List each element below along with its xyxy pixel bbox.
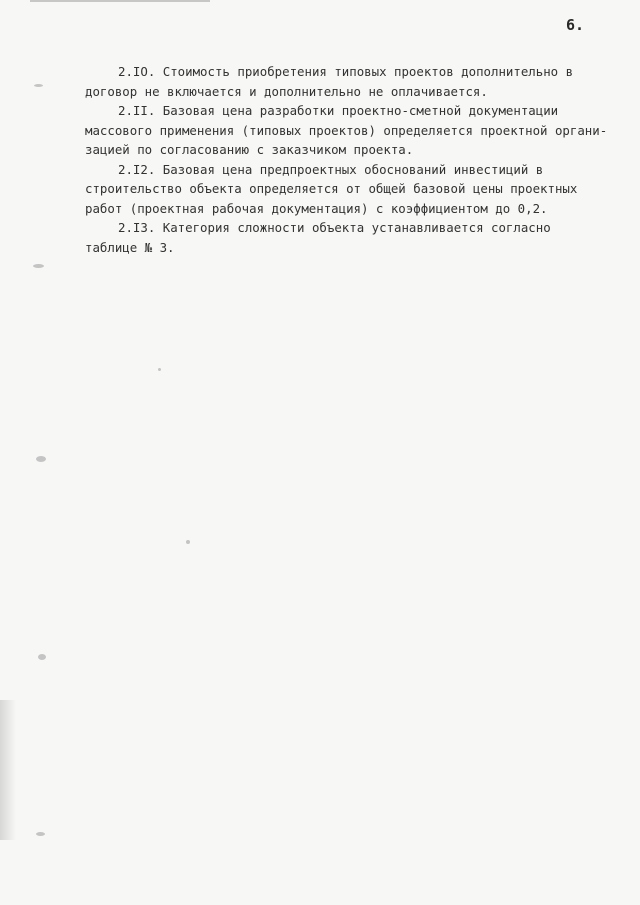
text-line: 2.I3. Категория сложности объекта устанавливается согласно bbox=[118, 220, 551, 235]
text-line: таблице № 3. bbox=[85, 239, 175, 255]
scan-edge-line bbox=[30, 0, 210, 2]
text-line: строительство объекта определяется от общей базовой цены проектных bbox=[85, 181, 578, 196]
text-line: работ (проектная рабочая документация) с коэффициентом до 0,2. bbox=[85, 200, 548, 216]
scan-speck bbox=[186, 540, 190, 544]
text-line: зацией по согласованию с заказчиком проекта. bbox=[85, 142, 414, 157]
paragraph-2-11 bbox=[85, 101, 608, 160]
scan-mark bbox=[38, 654, 46, 660]
text-line: 2.II. Базовая цена разработки проектно-сметной документации bbox=[118, 103, 559, 118]
scan-edge-shadow bbox=[0, 700, 16, 840]
paragraph-2-10 bbox=[85, 62, 585, 101]
text-line: 2.IO. Стоимость приобретения типовых проектов дополнительно в bbox=[118, 64, 574, 79]
scan-mark bbox=[36, 832, 45, 836]
scan-mark bbox=[36, 456, 46, 462]
scan-speck bbox=[158, 368, 161, 371]
paragraph-2-13 bbox=[85, 218, 585, 257]
paragraph-2-12 bbox=[85, 160, 585, 219]
page-number: 6. bbox=[566, 16, 585, 34]
text-line: 2.I2. Базовая цена предпроектных обоснований инвестиций в bbox=[118, 161, 544, 177]
text-line: договор не включается и дополнительно не оплачивается. bbox=[85, 83, 488, 99]
scan-mark bbox=[34, 84, 43, 87]
document-body bbox=[85, 62, 608, 257]
text-line: массового применения (типовых проектов) определяется проектной органи- bbox=[85, 122, 608, 138]
scan-mark bbox=[33, 264, 44, 268]
